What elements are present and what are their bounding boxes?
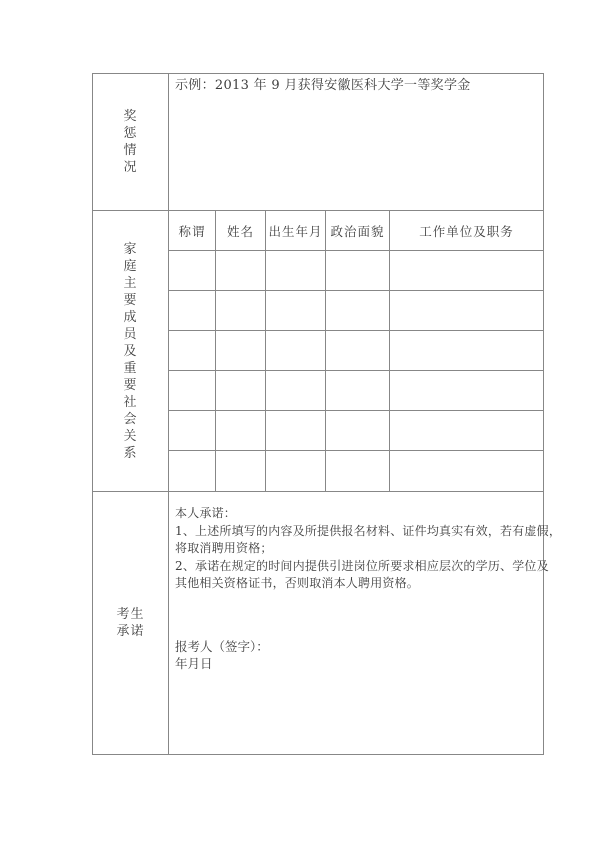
family-cell-empty (266, 291, 326, 331)
application-form-table (92, 73, 562, 755)
family-cell-empty (216, 331, 266, 371)
pledge-item-2-line-1: 2、承诺在规定的时间内提供引进岗位所要求相应层次的学历、学位及 (175, 558, 549, 573)
family-column-header-relation: 称谓 (169, 211, 216, 251)
family-cell-empty (326, 331, 390, 371)
family-cell-empty (326, 291, 390, 331)
pledge-section (93, 492, 562, 754)
family-column-header-workunit-position: 工作单位及职务 (390, 211, 543, 251)
family-cell-empty (169, 251, 216, 291)
pledge-content-cell (169, 492, 562, 754)
family-cell-empty (390, 331, 543, 371)
signature-block (175, 639, 535, 672)
family-cell-empty (266, 251, 326, 291)
family-column-header-name: 姓名 (216, 211, 266, 251)
family-cell-empty (326, 251, 390, 291)
pledge-label-cell (93, 492, 169, 754)
family-cell-empty (169, 331, 216, 371)
family-cell-empty (216, 291, 266, 331)
awards-label-cell (93, 74, 169, 210)
awards-content-cell (169, 74, 543, 210)
family-cell-empty (390, 371, 543, 411)
awards-section (93, 74, 543, 210)
family-cell-empty (216, 451, 266, 491)
pledge-label: 考生承诺 (116, 607, 145, 639)
family-label: 家庭主要成员及重要社会关系 (123, 241, 138, 461)
family-cell-empty (216, 251, 266, 291)
family-cell-empty (266, 331, 326, 371)
date-label: 年月日 (175, 655, 213, 671)
family-cell-empty (326, 411, 390, 451)
family-content-cell (169, 211, 543, 491)
family-cell-empty (390, 411, 543, 451)
family-cell-empty (390, 291, 543, 331)
family-label-cell (93, 211, 169, 491)
family-cell-empty (266, 411, 326, 451)
family-cell-empty (266, 371, 326, 411)
family-cell-empty (326, 371, 390, 411)
family-cell-empty (169, 411, 216, 451)
family-cell-empty (169, 451, 216, 491)
family-cell-empty (390, 451, 543, 491)
family-cell-empty (326, 451, 390, 491)
family-cell-empty (216, 371, 266, 411)
awards-label: 奖惩情况 (123, 109, 138, 175)
family-grid (169, 211, 543, 491)
awards-example-text: 示例：2013 年 9 月获得安徽医科大学一等奖学金 (175, 78, 471, 93)
family-column-header-birthdate: 出生年月 (266, 211, 326, 251)
family-column-header-political-status: 政治面貌 (326, 211, 390, 251)
pledge-item-1-line-1: 1、上述所填写的内容及所提供报名材料、证件均真实有效，若有虚假， (175, 523, 562, 538)
signature-label: 报考人（签字）： (175, 638, 269, 654)
pledge-item-1-line-2: 将取消聘用资格； (175, 541, 273, 555)
family-cell-empty (266, 451, 326, 491)
family-cell-empty (216, 411, 266, 451)
family-cell-empty (169, 371, 216, 411)
pledge-title: 本人承诺： (175, 506, 237, 520)
pledge-item-2-line-2: 其他相关资格证书，否则取消本人聘用资格。 (175, 576, 420, 590)
family-cell-empty (390, 251, 543, 291)
family-cell-empty (169, 291, 216, 331)
family-section (93, 210, 543, 492)
